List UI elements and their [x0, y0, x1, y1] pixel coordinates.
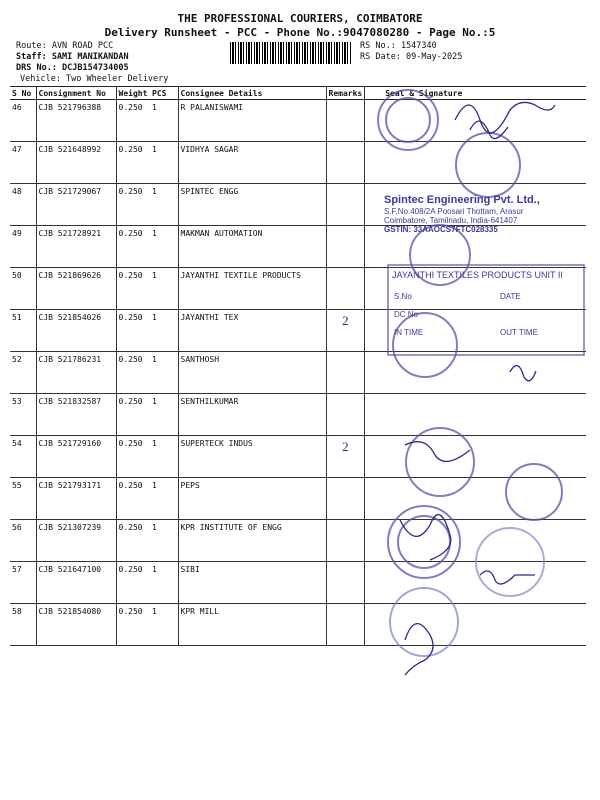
jayanthi-stamp-intime: IN TIME [394, 328, 424, 337]
row-remarks [326, 394, 365, 436]
table-row [10, 226, 586, 268]
row-pcs: 1 [150, 268, 178, 310]
row-consignee: JAYANTHI TEX [178, 310, 326, 352]
row-consignee: SENTHILKUMAR [178, 394, 326, 436]
row-consignment-no: CJB 521793171 [36, 478, 116, 520]
row-sno: 55 [10, 478, 36, 520]
row-weight: 0.250 [116, 100, 150, 142]
row-sno: 48 [10, 184, 36, 226]
row-signature [365, 100, 586, 142]
row-signature [365, 142, 586, 184]
row-weight: 0.250 [116, 142, 150, 184]
drs-label: DRS No.: DCJB154734005 [16, 63, 129, 73]
row-pcs: 1 [150, 604, 178, 646]
row-sno: 46 [10, 100, 36, 142]
row-consignee: R PALANISWAMI [178, 100, 326, 142]
row-pcs: 1 [150, 562, 178, 604]
row-pcs: 1 [150, 520, 178, 562]
row-weight: 0.250 [116, 436, 150, 478]
row-consignee: KPR MILL [178, 604, 326, 646]
table-row [10, 604, 586, 646]
row-signature [365, 394, 586, 436]
row-pcs: 1 [150, 436, 178, 478]
col-weight: Weight [116, 87, 150, 100]
row-pcs: 1 [150, 310, 178, 352]
rs-date: RS Date: 09-May-2025 [360, 52, 463, 62]
row-weight: 0.250 [116, 604, 150, 646]
barcode [230, 42, 352, 64]
row-consignment-no: CJB 521832587 [36, 394, 116, 436]
row-signature [365, 520, 586, 562]
row-weight: 0.250 [116, 478, 150, 520]
jayanthi-stamp-dc: DC No [394, 310, 419, 319]
row-pcs: 1 [150, 394, 178, 436]
row-remarks [326, 562, 365, 604]
row-sno: 47 [10, 142, 36, 184]
jayanthi-stamp-date: DATE [500, 292, 521, 301]
row-sno: 54 [10, 436, 36, 478]
table-row [10, 142, 586, 184]
row-consignee: VIDHYA SAGAR [178, 142, 326, 184]
table-row [10, 478, 586, 520]
spintec-stamp-address2: Coimbatore, Tamilnadu, India-641407 [384, 216, 518, 225]
row-signature [365, 604, 586, 646]
row-remarks [326, 604, 365, 646]
row-consignment-no: CJB 521786231 [36, 352, 116, 394]
row-remarks [326, 100, 365, 142]
col-sno: S No [10, 87, 36, 100]
row-pcs: 1 [150, 184, 178, 226]
spintec-stamp-gstin: GSTIN: 33AAOCS7FTC028335 [384, 225, 498, 234]
table-row [10, 562, 586, 604]
col-consignment: Consignment No [36, 87, 116, 100]
route-label: Route: AVN ROAD PCC [16, 41, 114, 51]
row-remarks [326, 478, 365, 520]
row-consignee: SUPERTECK INDUS [178, 436, 326, 478]
company-title: THE PROFESSIONAL COURIERS, COIMBATORE [177, 12, 423, 25]
row-consignment-no: CJB 521854026 [36, 310, 116, 352]
jayanthi-stamp-outtime: OUT TIME [500, 328, 538, 337]
table-row [10, 394, 586, 436]
row-sno: 51 [10, 310, 36, 352]
rs-number: RS No.: 1547340 [360, 41, 437, 51]
row-remarks [326, 268, 365, 310]
jayanthi-stamp-title: JAYANTHI TEXTILES PRODUCTS UNIT II [392, 270, 563, 280]
row-remarks [326, 352, 365, 394]
row-weight: 0.250 [116, 352, 150, 394]
row-weight: 0.250 [116, 268, 150, 310]
row-consignment-no: CJB 521729160 [36, 436, 116, 478]
row-remarks [326, 520, 365, 562]
runsheet-table [10, 86, 586, 646]
table-row [10, 352, 586, 394]
row-consignee: SPINTEC ENGG [178, 184, 326, 226]
row-sno: 52 [10, 352, 36, 394]
row-remarks [326, 184, 365, 226]
vehicle-label: Vehicle: Two Wheeler Delivery [20, 74, 169, 84]
runsheet-subtitle: Delivery Runsheet - PCC - Phone No.:9047080280 - Page No.:5 [104, 26, 496, 39]
spintec-stamp-address1: S.F.No.408/2A Poosari Thottam, Arasur [384, 207, 524, 216]
col-signature: Seal & Signature [365, 87, 586, 100]
row-consignment-no: CJB 521796388 [36, 100, 116, 142]
col-pcs: PCS [150, 87, 178, 100]
row-consignee: SIBI [178, 562, 326, 604]
table-header-row [10, 87, 586, 100]
row-weight: 0.250 [116, 562, 150, 604]
row-consignee: PEPS [178, 478, 326, 520]
row-consignment-no: CJB 521307239 [36, 520, 116, 562]
row-weight: 0.250 [116, 394, 150, 436]
table-row [10, 100, 586, 142]
row-consignee: MAKMAN AUTOMATION [178, 226, 326, 268]
row-weight: 0.250 [116, 310, 150, 352]
row-sno: 58 [10, 604, 36, 646]
row-consignment-no: CJB 521869626 [36, 268, 116, 310]
row-signature [365, 436, 586, 478]
row-weight: 0.250 [116, 520, 150, 562]
staff-label: Staff: SAMI MANIKANDAN [16, 52, 129, 62]
row-weight: 0.250 [116, 226, 150, 268]
row-sno: 49 [10, 226, 36, 268]
row-pcs: 1 [150, 352, 178, 394]
row-consignment-no: CJB 521854080 [36, 604, 116, 646]
row-pcs: 1 [150, 478, 178, 520]
row-consignment-no: CJB 521728921 [36, 226, 116, 268]
row-remarks: 2 [326, 310, 365, 352]
row-sno: 57 [10, 562, 36, 604]
row-pcs: 1 [150, 226, 178, 268]
row-sno: 53 [10, 394, 36, 436]
row-signature [365, 562, 586, 604]
row-sno: 50 [10, 268, 36, 310]
col-consignee: Consignee Details [178, 87, 326, 100]
row-signature [365, 352, 586, 394]
spintec-stamp-name: Spintec Engineering Pvt. Ltd., [384, 194, 540, 206]
row-pcs: 1 [150, 142, 178, 184]
row-signature [365, 478, 586, 520]
row-sno: 56 [10, 520, 36, 562]
row-pcs: 1 [150, 100, 178, 142]
row-remarks [326, 142, 365, 184]
row-weight: 0.250 [116, 184, 150, 226]
jayanthi-stamp-sno: S.No [394, 292, 412, 301]
table-row [10, 520, 586, 562]
row-consignment-no: CJB 521648992 [36, 142, 116, 184]
row-remarks: 2 [326, 436, 365, 478]
row-consignment-no: CJB 521647100 [36, 562, 116, 604]
table-row [10, 436, 586, 478]
col-remarks: Remarks [326, 87, 365, 100]
row-consignee: KPR INSTITUTE OF ENGG [178, 520, 326, 562]
row-consignment-no: CJB 521729067 [36, 184, 116, 226]
row-consignee: SANTHOSH [178, 352, 326, 394]
row-remarks [326, 226, 365, 268]
row-consignee: JAYANTHI TEXTILE PRODUCTS [178, 268, 326, 310]
